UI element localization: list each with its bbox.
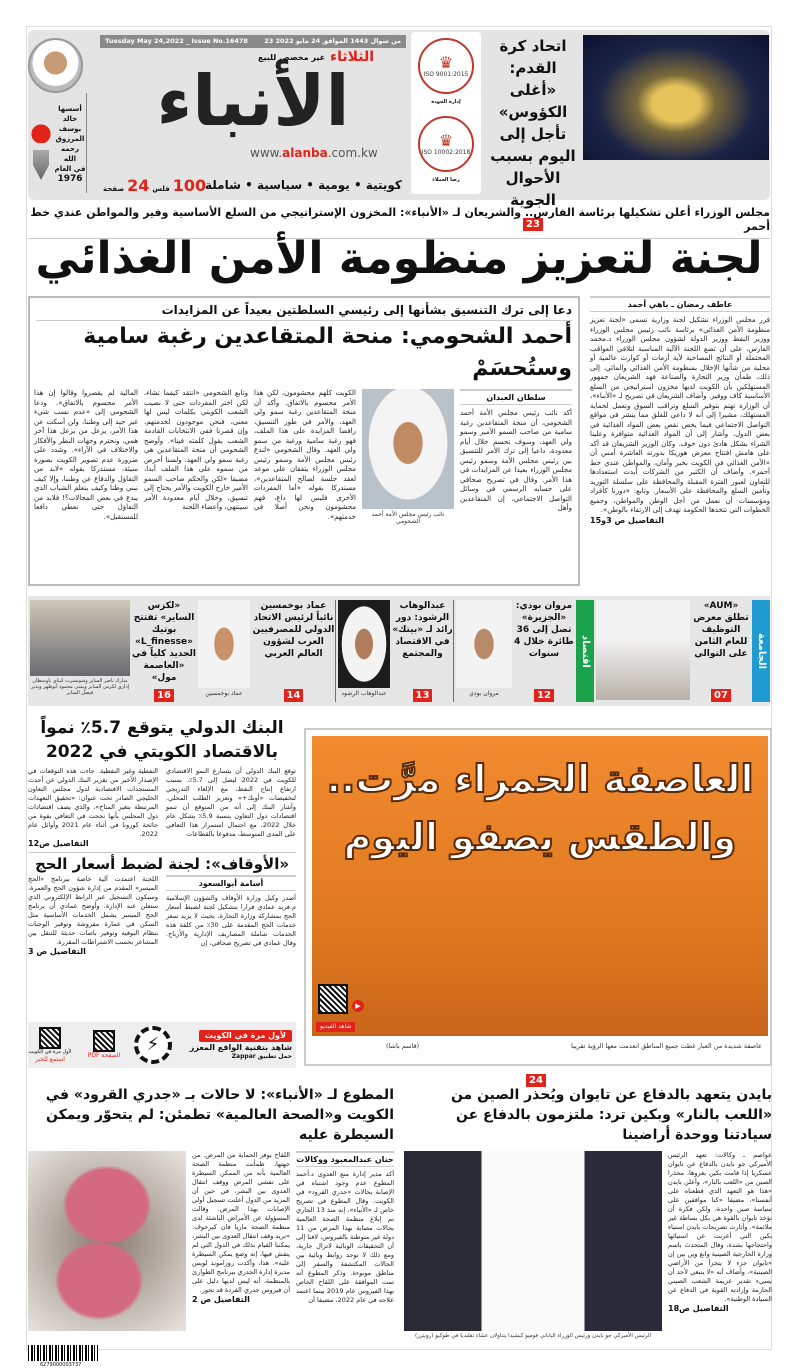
article-body: عواصم ـ وكالات: تعهد الرئيس الأميركي جو بايدن بالدفاع عن تايوان عسكريا إذا قامت بكين بغزوها، محذرا الصين من «اللعب بالنار»، وأعلن بايدن «هذا هو التعهد الذي قطعناه على أنفسنا»، مضيفا «كنا موافقين على سياسة صين واحدة، ولكن فكرة أن تؤخذ تايوان بالقوة هي بكل بساطة غير ملائمة». وأثارت تصريحات بايدن استياء بكين التي أعربت عن استيائها واحتجاجها بشدة، وقال المتحدث باسم وزارة الخارجية الصينية وانغ وين بين إن «تايوان جزء لا يتجزأ من الأراضي الصينية»، وأضاف أنه «لا ينبغي لأحد أن يسيء تقدير عزيمة الشعب الصيني الحازمة وإرادته القوية في الدفاع عن السيادة الوطنية». xyxy=(668,1151,772,1303)
lexus-photo xyxy=(30,600,130,676)
website-brand: alanba xyxy=(282,146,328,160)
details-link[interactable]: التفاصيل ص 3و15 xyxy=(590,515,664,525)
audio-qr-block[interactable] xyxy=(26,1027,74,1064)
page-number: 16 xyxy=(154,689,174,702)
article-body: وتابع الشحومي «انتقد كيفما تشاء، لكن اختر المفردات حتى لا نصيب الشعب الكويتي بكلمات ليس لها معنى، فنحن موجودون لخدمتهم، وإن قصرنا ففي الانتخابات القادمة الشعب يقول كلمته فينا». وأوضح الشحومي أن منحة المتقاعدين هي رغبة سمو ولي العهد، ولسنا أحرص من سموه على هذا الملف أبدا، مضيفا «لكن والحكم صاحب السمو الأمير خارج الكويت والأمر يحتاج إلى تنسيق، وخلال أيام معدودة الأمر سينتهي، وأعضاء اللجنة xyxy=(144,389,248,511)
ar-advert[interactable] xyxy=(28,1022,296,1068)
article-body: النفطية وغير النفطية. جاءت هذه التوقعات في الإصدار الأخير من تقرير البنك الدولي عن أحدث المستجدات الاقتصادية لدول مجلس التعاون الخليجي الصادر تحت عنوان: «تحقيق التعهدات المرتبطة بتغير المناخ»، والذي يصف اقتصادات دول المجلس بأنها نجحت في التعافي بقوة من جائحة كورونا في أثناء عام 2021 وأوائل عام 2022. xyxy=(28,767,158,838)
video-label[interactable]: شاهد الفيديو xyxy=(316,1022,355,1032)
shuhoumi-photo xyxy=(362,389,454,509)
barcode-number: 6279000003737 xyxy=(40,1362,82,1368)
byline: حنان عبدالمعبود ووكالات xyxy=(296,1151,394,1167)
teaser-title: «AUM» تطلق معرض التوظيف للعام الثامن على التوالي xyxy=(693,601,749,659)
photo-block xyxy=(198,600,250,702)
photo-block xyxy=(404,1151,662,1340)
teaser-item[interactable] xyxy=(392,600,454,702)
trophy-photo xyxy=(583,35,769,160)
storm-feature xyxy=(304,728,772,1066)
date-english: Tuesday May 24,2022 _ Issue No.16478 xyxy=(105,37,248,45)
page-number: 24 xyxy=(526,1074,546,1087)
byline: سلطان العبدان xyxy=(460,389,572,405)
article-kicker: دعا إلى ترك التنسيق بشأنها إلى رئيسي السلطتين بعيداً عن المزايدات xyxy=(36,302,572,321)
worldbank-article xyxy=(28,716,296,849)
section-label-university: الجامعة xyxy=(752,600,770,702)
bukhamseen-photo xyxy=(198,600,250,688)
teaser-item[interactable] xyxy=(692,600,750,702)
details-link[interactable]: التفاصيل ص 3 xyxy=(28,947,86,956)
newspaper-logo: الأنباء xyxy=(156,60,350,142)
teaser-title: مروان بودي: «الجزيرة» تصل إلى 36 طائرة خلال 4 سنوات xyxy=(514,601,574,659)
byline: أسامة أبوالسعود xyxy=(166,875,296,891)
photo-caption: عاصفة شديدة من الغبار غطت جميع المناطق انعدمت معها الرؤية تقريبا xyxy=(571,1042,762,1050)
photo-credit: (قاسم باشا) xyxy=(386,1042,420,1050)
teaser-title: عبدالوهاب الرشود: دور رائد لـ «بيتك» في الاقتصاد والمجتمع xyxy=(392,601,453,659)
caption-text: الرئيس الأميركي جو بايدن ورئيس الوزراء الياباني فوميو كيشيدا يتناولان عشاء تقليديا في طوكيو xyxy=(435,1333,652,1339)
iso-badge xyxy=(418,38,474,94)
article-headline[interactable]: المطوع لـ «الأنباء»: لا حالات بـ «جدري القرود» في الكويت و«الصحة العالمية» تطمئن: لم يتحوّر ويمكن السيطرة عليه xyxy=(45,1087,394,1143)
article-body: أكد نائب رئيس مجلس الأمة أحمد الشحومي، أن منحة المتقاعدين رغبة سامية من صاحب السمو الأمير وسمو ولي العهد، وسوف تحسم خلال أيام معدودة، داعيا إلى ترك الأمر للتنسيق بين رئيس مجلس الأمة وسمو رئيس مجلس الوزراء بعيدا عن المزايدات في هذا الأمر. وقال في تصريح صحافي على حسابه الرسمي في وسائل التواصل الاجتماعي، إن المتقاعدين وأهل xyxy=(460,409,572,512)
headline-line: العاصفة الحمراء مرَّت.. xyxy=(326,757,754,801)
not-for-sale-label: غير مخصص للبيع xyxy=(258,53,326,62)
article-body: أكد مدير إدارة منع العدوى د.أحمد المطوع عدم وجود اشتباه في الإصابة بحالات «جدري القرود» في الكويت. وقال المطوع في تصريح خاص لـ «الأنباء»، إنه منذ 13 الجاري تم إبلاغ منظمة الصحة العالمية بحالات مصابة بهذا المرض من 11 دولة غير متوطنة بالفيروس، لافتا إلى أن التحقيقات الوبائية لاتزال جارية، ومع ذلك لا توجد روابط وبائية بين الحالات المكتشفة والسفر إلى مناطق موبوءة. وذكر المطوع أنه تمت الموافقة على اللقاح الخاص بهذا الفيروس عام 2019 بينما اعتمد علاجه في عام 2022، مضيفا أن xyxy=(296,1170,394,1304)
left-column xyxy=(28,716,296,1068)
ad-badge: لأول مرة في الكويت xyxy=(199,1030,292,1042)
audio-label: استمع للخبر xyxy=(35,1055,65,1063)
website-prefix: www. xyxy=(250,146,283,160)
article-headline[interactable]: «الأوقاف»: لجنة لضبط أسعار الحج xyxy=(34,855,290,873)
virus-microscope-image xyxy=(28,1151,186,1331)
biden-kishida-photo xyxy=(404,1151,662,1331)
teaser-item[interactable] xyxy=(252,600,336,702)
article-headline[interactable]: البنك الدولي يتوقع 5.7٪ نمواً بالاقتصاد الكويتي في 2022 xyxy=(40,718,284,762)
page-number: 07 xyxy=(711,689,731,702)
badge-caption: رضا العملاء xyxy=(432,177,460,183)
photo-credit: (رويترز) xyxy=(414,1333,434,1339)
rashoud-photo xyxy=(338,600,390,688)
lead-article xyxy=(590,296,770,526)
photo-caption: نائب رئيس مجلس الأمة أحمد الشحومي xyxy=(371,511,445,525)
teaser-item[interactable] xyxy=(514,600,574,702)
article-body: اللجنة اعتمدت آلية خاصة ببرنامج «الحج الميسر» المقدم من إدارة شؤون الحج والعمرة، وسيكون التسجيل عبر الرابط الإلكتروني الذي ستعلن عنه الإدارة. وأوضح عمادي أن برنامج الحج الميسر يشمل الخدمات الأساسية مثل السكن في عمارة مفروشة وتوفير الوجبات بنظام البوفيه وتوفير باصات حديثة للتنقل بين المشاعر بحسب الاشتراطات المقررة. xyxy=(28,875,158,946)
founder-portrait xyxy=(28,38,83,93)
pdf-label: الصفحة PDF xyxy=(87,1052,121,1059)
founder-line: رحمه الله xyxy=(60,145,79,163)
section-label-economy: اقتصاد xyxy=(576,600,594,702)
ad-app: حمل تطبيق Zappar xyxy=(231,1052,292,1060)
details-link[interactable]: التفاصيل ص12 xyxy=(28,839,89,848)
byline: عاطف رمضان ـ باهي أحمد xyxy=(590,296,770,312)
photo-block xyxy=(338,600,390,702)
founder-line: في العام xyxy=(54,165,86,173)
founder-line: أسسها xyxy=(58,105,82,113)
teaser-strip xyxy=(28,596,770,706)
lead-headline[interactable]: لجنة لتعزيز منظومة الأمن الغذائي xyxy=(35,233,763,284)
iso-badge xyxy=(418,116,474,172)
pdf-qr-block[interactable] xyxy=(82,1030,126,1060)
date-arabic: 23 من شوال 1443 الموافق 24 مايو 2022 xyxy=(264,37,401,45)
crown-icon: ♛ xyxy=(438,130,454,150)
ad-text: شاهد بتقنية الواقع المعزز xyxy=(189,1042,292,1052)
lead-kicker: مجلس الوزراء أعلن تشكيلها برئاسة الفارس.. والشريعان لـ «الأنباء»: المخزون الإستراتيجي من السلع الأساسية وفير والمواطن عندي خط أحمر xyxy=(28,206,770,239)
article-body: قرر مجلس الوزراء تشكيل لجنة وزارية تسمى «لجنة تعزيز منظومة الأمن الغذائي» برئاسة نائب رئيس مجلس الوزراء ووزير النفط ووزير الدولة لشؤون مجلس الوزراء د.محمد الفارس، على أن تضع اللجنة الآلية المناسبة لتلافي العواقب المحتملة أو النتائج المصاحبة لأية أزمات أو كوارث عالمية أو محلية من شأنها الإخلال بمنظومة الأمن الغذائي والمائي. إلى ذلك، طمأن وزير التجارة والصناعة فهد الشريعان جمهور المستهلكين بأن الكويت لديها مخزون استراتيجي من السلع الأساسية كاف ووفير. وأضاف الشريعان في تصريح لـ «الأنباء»، أن الوزارة تهتم بتوفير السلع وتراقب السوق وتعمل لحماية المستهلك، مشيرا إلى أنه لا داعي للقلق مما ينشر في مواقع التواصل الاجتماعي فيما يخص نقص بعض المواد الغذائية في بعض الدول، وأشار إلى أن المواد الغذائية متوافرة وعلينا الشراء بشكل هادئ دون خوف. وكان الوزير الشريعان قد أكد على هامش افتتاح معرض هوريكا بدورته العاشرة أمس أن «الأمن الغذائي في الكويت بخير وأمان، والمواطن عندي خط أحمر». وأضاف أن الكثير من الشركات أبدت استعدادها للتعاون لعبور الفترة المقبلة والمحافظة على سلسلة التوريد وتأمين السلع والمحافظة على الأسعار. وتابع: «دورنا كأفراد ومؤسسات أن نعمل من أجل الوطن والمواطن، وجميع الخطوات التي تتخذها الحكومة تهدف إلى الارتقاء بالوطن». xyxy=(590,316,770,514)
article-headline[interactable]: أحمد الشحومي: منحة المتقاعدين رغبة سامية وستُحسَمْ xyxy=(83,324,572,381)
price-value: 100 xyxy=(172,176,207,195)
audio-sub: لأول مرة في الكويت xyxy=(28,1048,72,1055)
shuhoumi-article xyxy=(28,296,580,586)
qr-code-icon[interactable] xyxy=(93,1030,115,1052)
photo-caption: عماد بوخمسين xyxy=(205,690,243,697)
photo-block xyxy=(456,600,512,702)
photo-caption: مبارك ناصر الساير وشونسرت كيتاي ياوسطان إداري لكزس الساير ويمنى محمود أبوظهر ويدير فيصل الساير xyxy=(30,678,130,696)
divider xyxy=(86,93,87,193)
iso-badges xyxy=(411,32,481,194)
ad-text-block xyxy=(180,1030,292,1061)
website-suffix: .com.kw xyxy=(327,146,378,160)
article-body: المالية لم يقصروا وقالوا إن هذا الأمر محسوم بالاتفاق». ودعا الشحومي إلى «عدم نسب شيء غير جيد إلى وطننا، ولن أسكت عن هذا الأمر، يزعل من يزعل هذا آخر همي، ونحترم وجهات النظر والأفكار والاختلاف في الآراء». وشدد على ضرورة عدم تصوير الكويت بصورة سيئة، مستدركا بقوله «لابد من التفاؤل والدفاع عن وطننا، وإلا كيف نبني وطنا وكيف يتعلم الشباب الذي يبدع في بعض المجالات؟! فلابد من التفاؤل حتى نعطي دافعا للمستقبل». xyxy=(34,389,138,521)
article-headline[interactable]: بايدن يتعهد بالدفاع عن تايوان ويُحذر الصين من «اللعب بالنار» وبكين ترد: ملتزمون بالدفاع عن سيادتنا ووحدة أراضينا xyxy=(450,1087,772,1143)
barcode xyxy=(28,1345,98,1361)
badge-text: ISO 9001:2015 xyxy=(423,70,469,78)
website-link[interactable] xyxy=(250,146,378,160)
sport-headline: اتحاد كرة القدم: «أغلى الكؤوس» تأجل إلى اليوم بسبب الأحوال الجوية xyxy=(490,37,576,209)
article-body: اللقاح يوفر الحماية من المرض. من جهتها، طمأنت منظمة الصحة العالمية بأنه من الممكن السيطرة على تفشي المرض ووقف انتقال العدوى بين البشر، في حين أن المزيد من الدول أعلنت تسجيل أولى الإصابات بهذا المرض. وقالت المسؤولة عن الأمراض الناشئة لدى منظمة الصحة ماريا فان كيرخوف: «نريد وقف انتقال العدوى بين البشر، يمكننا القيام بذلك في الدول التي لم يتفش فيها، إنه وضع يمكن السيطرة عليه». هذا، وأكدت روزاموند لويس مديرة إدارة الجدري ببرنامج الطوارئ بالمنظمة، أنه ليس لديها دليل على أن فيروس جدري القردة قد تحور. xyxy=(192,1151,290,1294)
photo-block xyxy=(30,600,130,702)
price-box xyxy=(103,176,206,195)
photo-caption: عبدالوهاب الرشود xyxy=(341,690,387,697)
qr-code-icon[interactable] xyxy=(39,1027,61,1049)
founder-line: خالد يوسف xyxy=(58,115,82,133)
article-body: أصدر وكيل وزارة الأوقاف والشؤون الإسلامية م.فريد عمادي قرارا بتشكيل لجنة لضبط أسعار الحج بمشاركة وزارة التجارة، بحيث لا يزيد سعر خدمات الحج المقدمة على 30٪ من كلفة هذه الخدمات شاملة المصاريف الإدارية والأرباح. وقال عمادي في تصريح صحافي، إن xyxy=(166,894,296,947)
teaser-item[interactable] xyxy=(132,600,196,702)
weekday: الثلاثاء xyxy=(330,49,375,65)
page-number: 14 xyxy=(284,689,304,702)
zappar-logo-icon: ⚡ xyxy=(134,1026,172,1064)
page-number: 12 xyxy=(534,689,554,702)
biden-article xyxy=(404,1085,772,1340)
monkeypox-article xyxy=(28,1085,394,1331)
sport-teaser[interactable] xyxy=(487,35,579,233)
qr-code-icon[interactable] xyxy=(318,984,348,1014)
page-number: 23 xyxy=(523,218,543,231)
details-link[interactable]: التفاصيل ص18 xyxy=(668,1304,729,1313)
article-columns xyxy=(36,389,572,525)
founder-line: 1976 xyxy=(57,174,83,184)
storm-photo xyxy=(312,736,768,1036)
price-unit: فلس xyxy=(152,185,170,193)
founder-line: المرزوق xyxy=(55,135,85,143)
page-count: 24 xyxy=(127,176,150,195)
badge-text: ISO 10002:2018 xyxy=(421,148,471,156)
storm-headline[interactable] xyxy=(312,750,768,866)
photo-caption: مروان بودي xyxy=(469,690,499,697)
awqaf-article xyxy=(28,852,296,957)
column xyxy=(460,389,572,514)
flame-icon xyxy=(30,113,52,143)
play-icon[interactable]: ▶ xyxy=(352,1000,364,1012)
teaser-title: «لكزس الساير» تفتتح بوتيك «L_finesse» الجديد كلياً في «العاصمة مول» xyxy=(132,601,196,683)
details-link[interactable]: التفاصيل ص 2 xyxy=(192,1295,250,1304)
photo-block xyxy=(362,389,454,525)
photo-block xyxy=(596,600,690,702)
page-count-unit: صفحة xyxy=(103,185,125,193)
marwan-photo xyxy=(456,600,512,688)
article-body: الكويت كلهم محشومون، لكن هذا الأمر محسوم بالاتفاق. وأكد أن منحة المتقاعدين رغبة سمو ولي العهد، والأمر في طور التنسيق، رافضا المزايدة على هذا الملف، فهو رغبة سامية ورغبة من سمو ولي العهد. وقال الشحومي «لندع رئيس مجلس الأمة وسمو رئيس مجلس الوزراء يتفقان على موعد لعقد جلسة لصالح المتقاعدين»، مستدركا بقوله «أما المفردات الأخرى فليس لها داع، فهم محشومون ونحن أصلا في خدمتهم». xyxy=(254,389,356,521)
date-bar xyxy=(100,35,406,48)
founder-text xyxy=(54,104,86,184)
teaser-title: عماد بوخمسين نائباً لرئيس الاتحاد الدولي للمصرفيين العرب لشؤون العالم العربي xyxy=(252,601,335,659)
paper-tags: كويتية • يومية • سياسية • شاملة xyxy=(205,178,402,192)
headline-line: والطقس يصفو اليوم xyxy=(343,815,737,859)
article-body: توقع البنك الدولي أن يتسارع النمو الاقتصادي للكويت في 2022 ليصل إلى 5.7٪، بسبب ارتفاع إنتاج النفط، مع الإلغاء التدريجي لتخفيضات «أوبك+» وتعزيز الطلب المحلي. وأشار البنك إلى أنه من المتوقع أن تنمو اقتصادات دول التعاون بنسبة 5.9٪ بشكل عام خلال 2022، مع احتمال استمرار هذا التعافي على المدى المتوسط، مدفوعا بالقطاعات xyxy=(166,767,297,838)
badge-caption: إدارة الجودة xyxy=(431,99,461,105)
page-number: 13 xyxy=(413,689,433,702)
aum-photo xyxy=(596,600,690,700)
photo-caption xyxy=(404,1333,662,1340)
crown-icon: ♛ xyxy=(438,52,454,72)
